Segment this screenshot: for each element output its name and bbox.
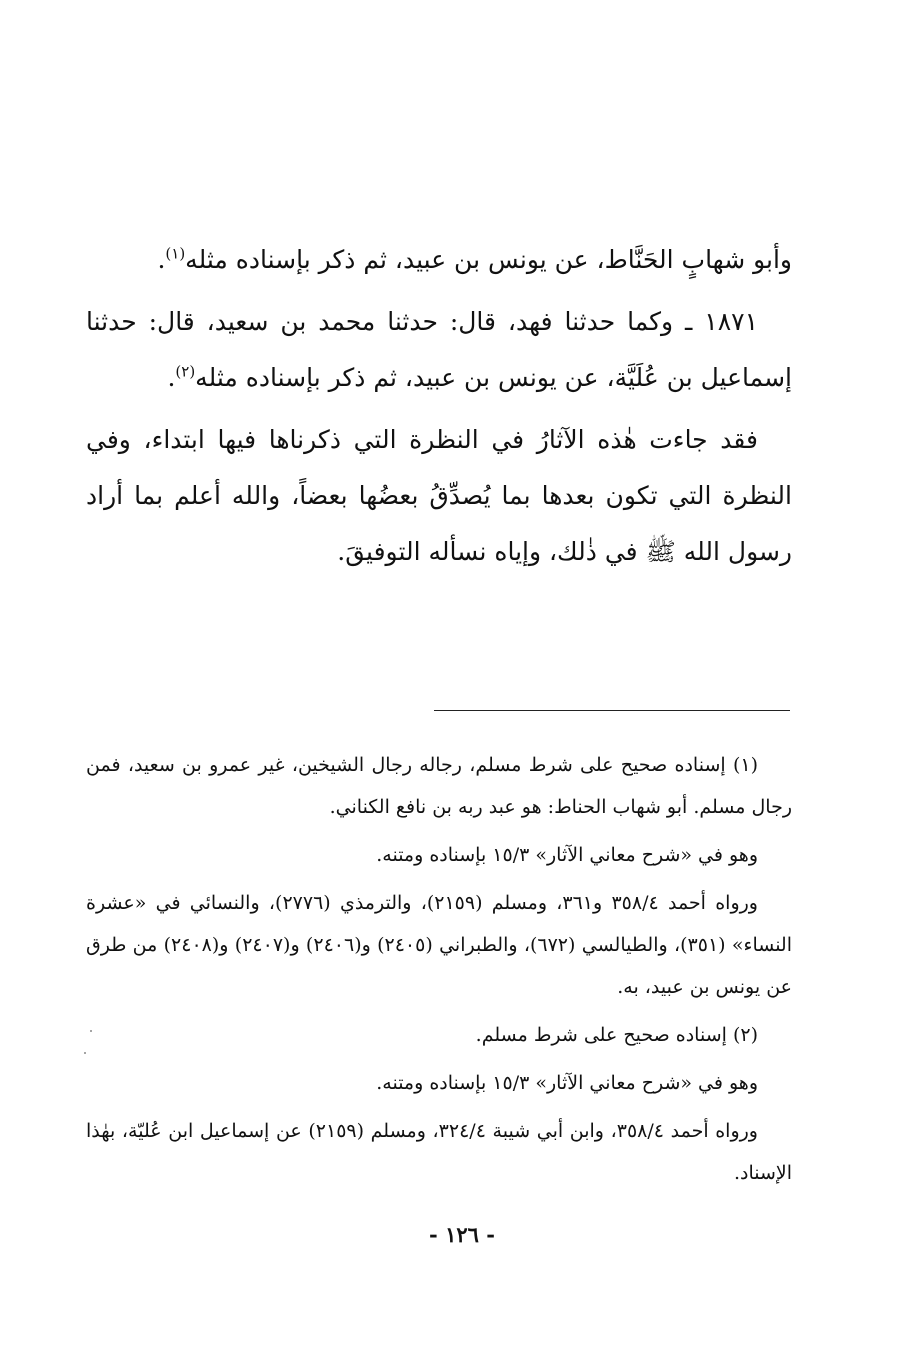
paragraph-3: فقد جاءت هٰذه الآثارُ في النظرة التي ذكرناها فيها ابتداء، وفي النظرة التي تكون بعدها بما يُصدِّقُ بعضُها بعضاً، والله أعلم بما أراد رسول الله ﷺ في ذٰلك، وإياه نسأله التوفيقَ. <box>86 425 792 566</box>
page-number: - ١٢٦ - <box>429 1222 495 1247</box>
paragraph-2 <box>86 294 792 406</box>
footnote-ref-1: (١) <box>165 244 186 263</box>
scan-speck <box>84 1052 86 1054</box>
footnote-separator <box>434 710 790 711</box>
paragraph-2-end: . <box>167 363 176 392</box>
footnote-ref-2: (٢) <box>175 362 196 381</box>
footnote-2-source: وهو في «شرح معاني الآثار» ١٥/٣ بإسناده ومتنه. <box>376 1072 758 1094</box>
footnote-1: (١) إسناده صحيح على شرط مسلم، رجاله رجال الشيخين، غير عمرو بن سعيد، فمن رجال مسلم. أبو شهاب الحناط: هو عبد ربه بن نافع الكناني. <box>86 754 792 818</box>
paragraph-1-end: . <box>157 245 166 274</box>
paragraph-2-text: ١٨٧١ ـ وكما حدثنا فهد، قال: حدثنا محمد بن سعيد، قال: حدثنا إسماعيل بن عُلَيَّة، عن يونس بن عبيد، ثم ذكر بإسناده مثله <box>86 307 792 392</box>
footnote-2: (٢) إسناده صحيح على شرط مسلم. <box>475 1024 758 1046</box>
main-text <box>86 232 792 586</box>
paragraph-1 <box>86 232 792 288</box>
footnote-1-references: ورواه أحمد ٣٥٨/٤ و٣٦١، ومسلم (٢١٥٩)، والترمذي (٢٧٧٦)، والنسائي في «عشرة النساء» (٣٥١)، والطيالسي (٦٧٢)، والطبراني (٢٤٠٥) و(٢٤٠٦) و(٢٤٠٧) و(٢٤٠٨) من طرق عن يونس بن عبيد، به. <box>86 892 793 998</box>
footnotes <box>86 744 792 1200</box>
paragraph-1-text: وأبو شهابٍ الحَنَّاط، عن يونس بن عبيد، ثم ذكر بإسناده مثله <box>185 245 792 274</box>
footnote-2-references: ورواه أحمد ٣٥٨/٤، وابن أبي شيبة ٣٢٤/٤، ومسلم (٢١٥٩) عن إسماعيل ابن عُليّة، بهٰذا الإسناد. <box>86 1120 792 1184</box>
scan-speck <box>90 1030 92 1032</box>
footnote-1-source: وهو في «شرح معاني الآثار» ١٥/٣ بإسناده ومتنه. <box>376 844 758 866</box>
